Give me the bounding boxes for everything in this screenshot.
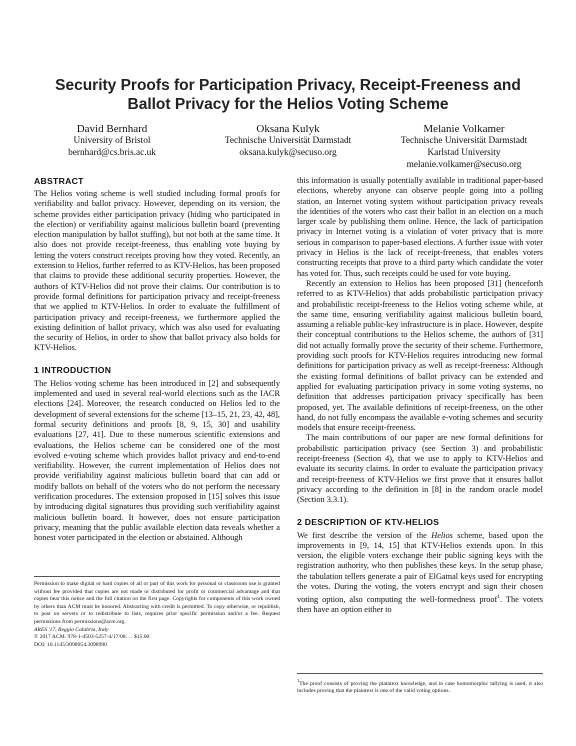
- introduction-paragraph-2: Recently an extension to Helios has been proposed [31] (henceforth referred to as KTV-Helios) that adds probabilistic participation privacy and probabilistic receipt-freeness to the Helios voting scheme while, at the same time, ensuring verifiability against malicious bulletin board, assuming a reliable public-key infrastructure is in place. However, despite their conceptual contributions to the Helios scheme, the authors of [31] did not actually formally prove the security of their scheme. Furthermore, providing such proofs for KTV-Helios requires introducing new formal definitions for participation privacy as well as receipt-freeness: Although the existing formal definitions of ballot privacy can be extended and applied for evaluating participation privacy in some voting systems, no definition that addresses participation privacy specifically has been proposed, yet. The available definitions of receipt-freeness, on the other hand, do not fully encompass the available e-voting schemes and security models that ensure receipt-freeness.: [297, 278, 543, 433]
- introduction-continuation: this information is usually potentially available in traditional paper-based elections, whereby anyone can observe people going into a polling station, an Internet voting system without participation privacy reveals the identities of the voters who cast their ballot in an election on a much larger scale by publishing them online. Hence, the lack of participation privacy in Internet voting is a violation of voter privacy that is more serious in comparison to paper-based elections. A further issue with voter privacy in Helios is the lack of receipt-freeness, that enables voters constructing receipts that prove to a third party which candidate the voter has voted for. Thus, such receipts could be used for vote buying.: [297, 176, 543, 278]
- copyright-line: © 2017 ACM. 978-1-4503-5257-4/17/08. . . $15.00: [34, 634, 150, 641]
- author-affiliation: Technische Universität Darmstadt: [224, 136, 352, 146]
- right-column: [297, 176, 543, 616]
- introduction-paragraph-3: The main contributions of our paper are new formal definitions for probabilistic participation privacy (see Section 3) and probabilistic receipt-freeness (Section 4), that we use to apply to KTV-Helios and evaluate its security claims. In order to evaluate the participation privacy and receipt-freeness of KTV-Helios we first prove that it ensures ballot privacy according to the definition in [8] in the random oracle model (Section 3.3.1).: [297, 433, 543, 505]
- section-2-text-mid: scheme, based upon the improvements in [9, 14, 15] that KTV-Helios extends upon. In this version, the eligible voters exchange their public signing keys with the registration authority, who then publishes these keys. In the setup phase, the tabulation tellers generate a pair of ElGamal keys used for encrypting the votes. During the voting, the voters encrypt and sign their chosen voting option, also computing the well-formedness proof: [297, 530, 544, 605]
- author-name: David Bernhard: [76, 123, 148, 135]
- section-2-text-end: . The voters then have an option either to: [297, 595, 543, 615]
- paper-title: Security Proofs for Participation Privacy, Receipt-Freeness and Ballot Privacy for the Helios Voting Scheme: [55, 77, 521, 113]
- author-name: Melanie Volkamer: [423, 123, 505, 135]
- abstract-heading: ABSTRACT: [34, 176, 84, 186]
- author-3: [376, 122, 552, 171]
- section-2-heading: 2 DESCRIPTION OF KTV-HELIOS: [297, 516, 440, 527]
- author-email: bernhard@cs.bris.ac.uk: [68, 147, 156, 158]
- footnote-text: The proof consists of proving the plaintext knowledge, and in case homomorphic tallying is used, it also includes proving that the plaintext is one of the valid voting options.: [297, 680, 543, 695]
- conference-line: ARES '17, Reggio Calabria, Italy: [34, 626, 109, 633]
- introduction-heading: 1 INTRODUCTION: [34, 364, 112, 375]
- permission-notice: Permission to make digital or hard copies of all or part of this work for personal or classroom use is granted without fee provided that copies are not made or distributed for profit or commercial advantage and that copies bear this notice and the full citation on the first page. Copyrights for components of this work owned by others than ACM must be honored. Abstracting with credit is permitted. To copy otherwise, or republish, to post on servers or to redistribute to lists, requires prior specific permission and/or a fee. Request permissions from permissions@acm.org.: [34, 581, 280, 625]
- abstract-text: The Helios voting scheme is well studied including formal proofs for verifiability and ballot privacy. However, depending on its version, the scheme provides either participation privacy (hiding who participated in the election) or verifiability against malicious bulletin board (preventing election manipulation by ballot stuffing), but not both at the same time. It also does not provide receipt-freeness, thus enabling vote buying by letting the voters construct receipts proving how they voted. Recently, an extension to Helios, further referred to as KTV-Helios, has been proposed that claims to provide these additional security properties. However, the authors of KTV-Helios did not prove their claims. Our contribution is to provide formal definitions for participation privacy and receipt-freeness that we applied to KTV-Helios. In order to evaluate the fulfillment of participation privacy and receipt-freeness, we furthermore applied the existing definition of ballot privacy, which was also used for evaluating the security of Helios, in order to show that ballot privacy also holds for KTV-Helios.: [34, 189, 280, 353]
- footnote-mark: 1: [297, 678, 300, 683]
- author-email: oksana.kulyk@secuso.org: [239, 147, 337, 158]
- author-1: [24, 122, 200, 171]
- author-block: [24, 122, 552, 171]
- footnote-reference[interactable]: 1: [497, 594, 501, 601]
- section-2-text-start: We first describe the version of the: [297, 530, 432, 540]
- author-email: melanie.volkamer@secuso.org: [406, 159, 522, 170]
- author-name: Oksana Kulyk: [256, 123, 320, 135]
- section-2-text: [297, 531, 543, 616]
- author-affiliation-2: Karlstad University: [427, 147, 501, 158]
- footnote-area: [297, 673, 543, 696]
- author-affiliation: University of Bristol: [73, 136, 151, 146]
- author-2: [200, 122, 376, 171]
- introduction-text: The Helios voting scheme has been introduced in [2] and subsequently implemented and used in several real-world elections such as the IACR elections [24]. Moreover, the research conducted on Helios led to the development of several extensions for the scheme [13–15, 21, 23, 42, 48], formal security definitions and proofs [8, 9, 15, 30] and usability evaluations [27, 41]. Due to these numerous scientific extensions and evaluations, the Helios scheme can be considered one of the most evolved e-voting scheme which provides ballot privacy and end-to-end verifiability. However, the current implementation of Helios does not provide verifiability against malicious bulletin board that can add or modify ballots on behalf of the voters who do not perform the necessary verification procedures. The extension proposed in [15] solves this issue by introducing digital signatures thus providing such verifiability against malicious bulletin board. It however, does not ensure participation privacy, meaning that the public available election data reveals whether a honest voter participated in the election or abstained. Although: [34, 378, 280, 543]
- author-affiliation: Technische Universität Darmstadt: [400, 136, 528, 146]
- copyright-footer: [34, 576, 280, 649]
- footnote-1: [297, 677, 543, 696]
- left-column: [34, 176, 280, 544]
- doi-line: DOI: 10.1145/3098954.3098990: [34, 641, 107, 648]
- section-2-helios-italic: Helios: [431, 530, 453, 540]
